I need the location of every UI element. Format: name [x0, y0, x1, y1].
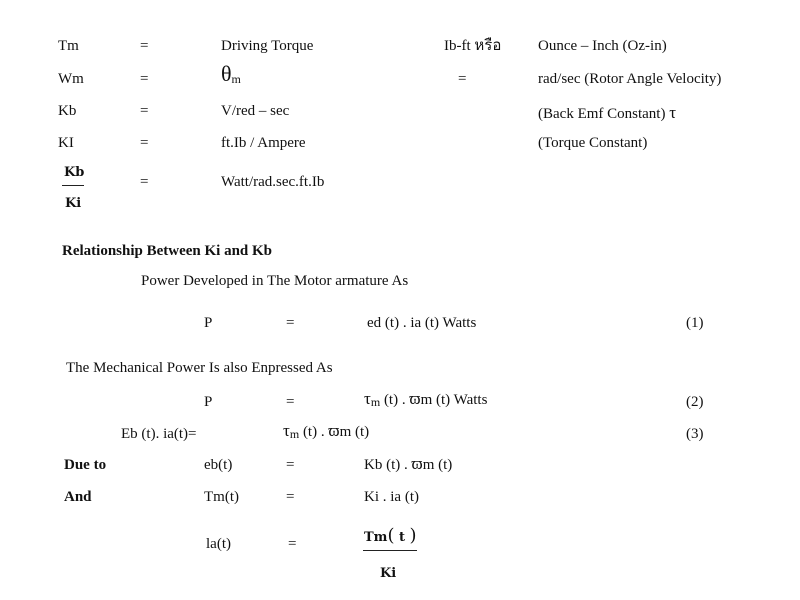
eq6-lhs: la(t) [206, 536, 231, 552]
eq3-lhs: Eb (t). ia(t)= [121, 426, 197, 442]
ratio-def: Watt/rad.sec.ft.Ib [221, 174, 325, 190]
def-desc-tm: Driving Torque [221, 38, 314, 54]
def-unit2-tm: Ounce – Inch (Oz-in) [538, 38, 667, 54]
omega-symbol: ϖ [411, 454, 423, 473]
def-eq-wm: = [140, 71, 149, 87]
ratio-eq: = [140, 174, 149, 190]
eq1-lhs: P [204, 315, 213, 331]
eq6-eq: = [288, 536, 297, 552]
eq2-end: m (t) Watts [420, 392, 488, 408]
eq1-number: (1) [686, 315, 704, 331]
def-sym-ki: KI [58, 135, 74, 151]
theta-symbol: θ [221, 61, 232, 86]
eq3-number: (3) [686, 426, 704, 442]
eq2-lhs: P [204, 394, 213, 410]
tau-symbol: τ [283, 421, 290, 440]
eq5-rhs: Ki . ia (t) [364, 489, 419, 505]
def-unit2-ki: (Torque Constant) [538, 135, 648, 151]
eq6-paren-open: ( [387, 525, 395, 546]
tau-symbol: τ [669, 103, 677, 122]
eq4-lhs: eb(t) [204, 457, 233, 473]
eq6-denominator: Ki [380, 566, 397, 581]
tau-subscript: m [370, 395, 381, 409]
section-intro: Power Developed in The Motor armature As [141, 273, 409, 289]
eq1-eq: = [286, 315, 295, 331]
eq4-eq: = [286, 457, 295, 473]
eq3-end: m (t) [339, 424, 370, 440]
eq6-paren-close: ) [409, 525, 417, 546]
eq5-lhs: Tm(t) [204, 489, 239, 505]
def-sym-kb: Kb [58, 103, 77, 119]
section-heading: Relationship Between Ki and Kb [62, 243, 273, 259]
tau-symbol: τ [364, 389, 371, 408]
def-desc-ki: ft.Ib / Ampere [221, 135, 306, 151]
eq6-num-text: Tm [364, 530, 388, 545]
def-eq-kb: = [140, 103, 149, 119]
def-eq-ki: = [140, 135, 149, 151]
theta-subscript: m [231, 72, 241, 86]
eq4-rhs-a: Kb (t) . [364, 457, 412, 473]
eq1-rhs: ed (t) . ia (t) Watts [367, 315, 477, 331]
def-unit2-kb [538, 104, 676, 122]
back-emf-label: (Back Emf Constant) [538, 106, 666, 122]
ratio-fraction-line [62, 185, 84, 186]
ratio-denominator: Ki [65, 196, 82, 211]
def-desc-kb: V/red – sec [221, 103, 290, 119]
eq6-num-t: t [394, 530, 410, 545]
def-eq-tm: = [140, 38, 149, 54]
eq5-eq: = [286, 489, 295, 505]
mech-text: The Mechanical Power Is also Enpressed As [66, 360, 333, 376]
eq3-mid: (t) . [299, 424, 329, 440]
eq3-rhs [283, 422, 369, 440]
eq2-mid: (t) . [380, 392, 410, 408]
def-eq2-wm: = [458, 71, 467, 87]
eq4-end: m (t) [422, 457, 453, 473]
eq2-number: (2) [686, 394, 704, 410]
def-unit2-wm: rad/sec (Rotor Angle Velocity) [538, 71, 722, 87]
eq5-label: And [64, 489, 92, 505]
def-unit-tm: Ib-ft หรือ [444, 38, 502, 54]
def-sym-wm: Wm [58, 71, 84, 87]
eq6-fraction-line [363, 550, 417, 551]
eq4-label: Due to [64, 457, 107, 473]
eq2-eq: = [286, 394, 295, 410]
def-sym-tm: Tm [58, 38, 79, 54]
eq2-rhs [364, 390, 487, 408]
omega-symbol: ϖ [328, 421, 340, 440]
tau-subscript: m [289, 427, 300, 441]
ratio-numerator: Kb [64, 165, 85, 180]
eq4-rhs [364, 455, 452, 473]
def-theta-m [221, 63, 241, 85]
eq6-numerator [364, 527, 417, 545]
omega-symbol: ϖ [409, 389, 421, 408]
